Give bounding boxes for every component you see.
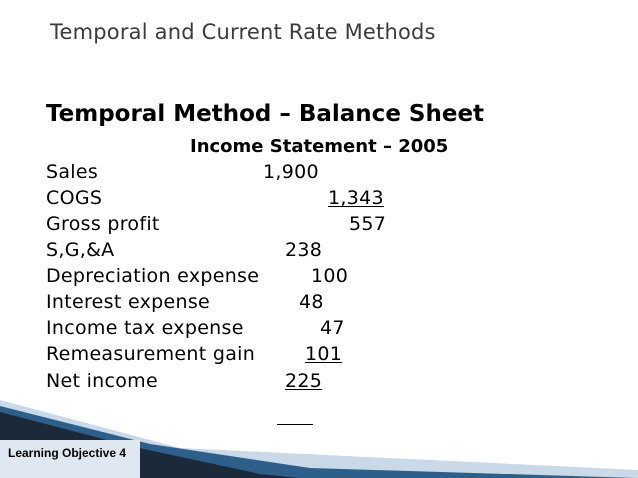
row-label: Remeasurement gain (46, 343, 256, 365)
row-label: Net income (46, 370, 158, 392)
total-double-rule (277, 424, 313, 425)
section-heading: Temporal Method – Balance Sheet (46, 101, 485, 127)
row-label: COGS (46, 187, 103, 209)
learning-objective-label: Learning Objective 4 (8, 446, 127, 460)
row-label: Gross profit (46, 213, 160, 235)
row-label: Sales (46, 161, 99, 183)
slide-title: Temporal and Current Rate Methods (50, 20, 436, 44)
row-label: Interest expense (46, 291, 211, 313)
row-value: 100 (311, 265, 349, 287)
row-label: Income tax expense (46, 317, 244, 339)
row-value: 48 (299, 291, 324, 313)
row-value: 1,343 (328, 187, 384, 209)
row-value: 557 (349, 213, 387, 235)
row-value: 238 (285, 239, 323, 261)
row-label: Depreciation expense (46, 265, 260, 287)
row-value: 1,900 (263, 161, 319, 183)
row-value: 47 (320, 317, 345, 339)
row-value: 225 (285, 370, 323, 392)
row-label: S,G,&A (46, 239, 115, 261)
statement-subheading: Income Statement – 2005 (190, 136, 449, 157)
row-value: 101 (305, 343, 343, 365)
